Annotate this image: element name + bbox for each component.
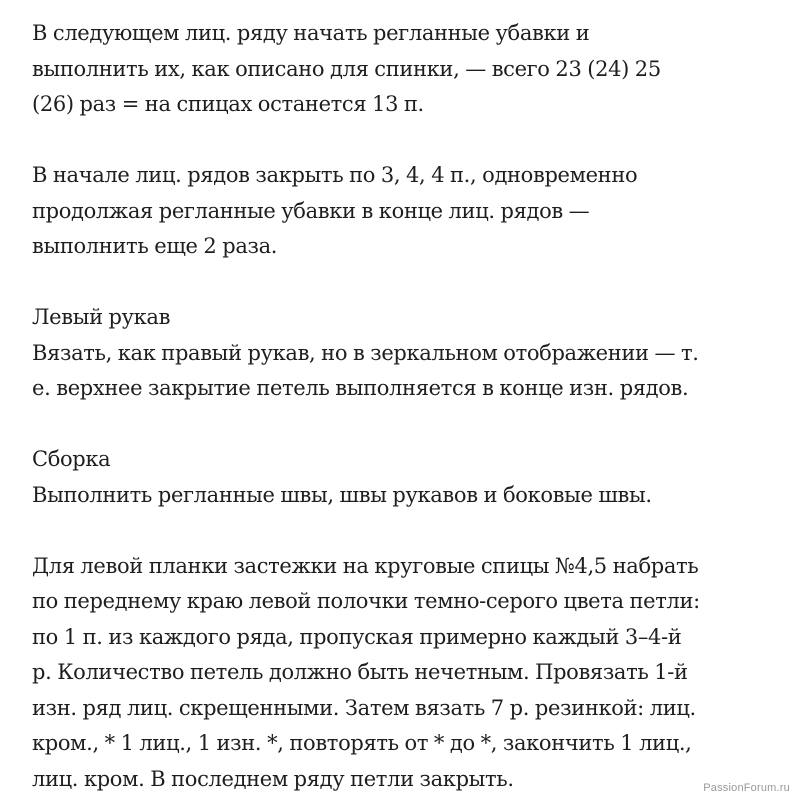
text-line: е. верхнее закрытие петель выполняется в конце изн. рядов. [32, 376, 689, 400]
text-line: р. Количество петель должно быть нечетным. Провязать 1-й [32, 660, 688, 684]
section-heading: Сборка [32, 447, 111, 471]
text-line: Вязать, как правый рукав, но в зеркальном отображении — т. [32, 340, 699, 365]
text-line: Для левой планки застежки на круговые спицы №4,5 набрать [32, 553, 699, 578]
text-line: лиц. кром. В последнем ряду петли закрыть. [32, 766, 514, 791]
watermark: PassionForum.ru [703, 782, 790, 794]
paragraph-gap [32, 513, 784, 549]
text-line: (26) раз = на спицах останется 13 п. [32, 92, 424, 116]
text-line: выполнить их, как описано для спинки, — всего 23 (24) 25 [32, 56, 661, 81]
paragraph-gap [32, 265, 784, 301]
text-line: В следующем лиц. ряду начать регланные убавки и [32, 21, 590, 45]
paragraph-gap [32, 123, 784, 159]
section-heading: Левый рукав [32, 305, 171, 329]
text-line: кром., * 1 лиц., 1 изн. *, повторять от * до *, закончить 1 лиц., [32, 731, 692, 755]
text-line: по 1 п. из каждого ряда, пропуская примерно каждый 3–4-й [32, 624, 682, 649]
document-body [32, 16, 784, 797]
section-left-sleeve [32, 300, 784, 407]
paragraph-bind-off [32, 158, 784, 265]
text-line: по переднему краю левой полочки темно-серого цвета петли: [32, 589, 700, 613]
text-line: выполнить еще 2 раза. [32, 234, 278, 258]
text-line: Выполнить регланные швы, швы рукавов и боковые швы. [32, 482, 652, 507]
text-line: В начале лиц. рядов закрыть по 3, 4, 4 п., одновременно [32, 163, 638, 187]
text-line: изн. ряд лиц. скрещенными. Затем вязать 7 р. резинкой: лиц. [32, 695, 696, 720]
text-line: продолжая регланные убавки в конце лиц. рядов — [32, 198, 590, 223]
paragraph-raglan-decreases [32, 16, 784, 123]
paragraph-button-band [32, 549, 784, 798]
section-assembly [32, 442, 784, 513]
paragraph-gap [32, 407, 784, 443]
